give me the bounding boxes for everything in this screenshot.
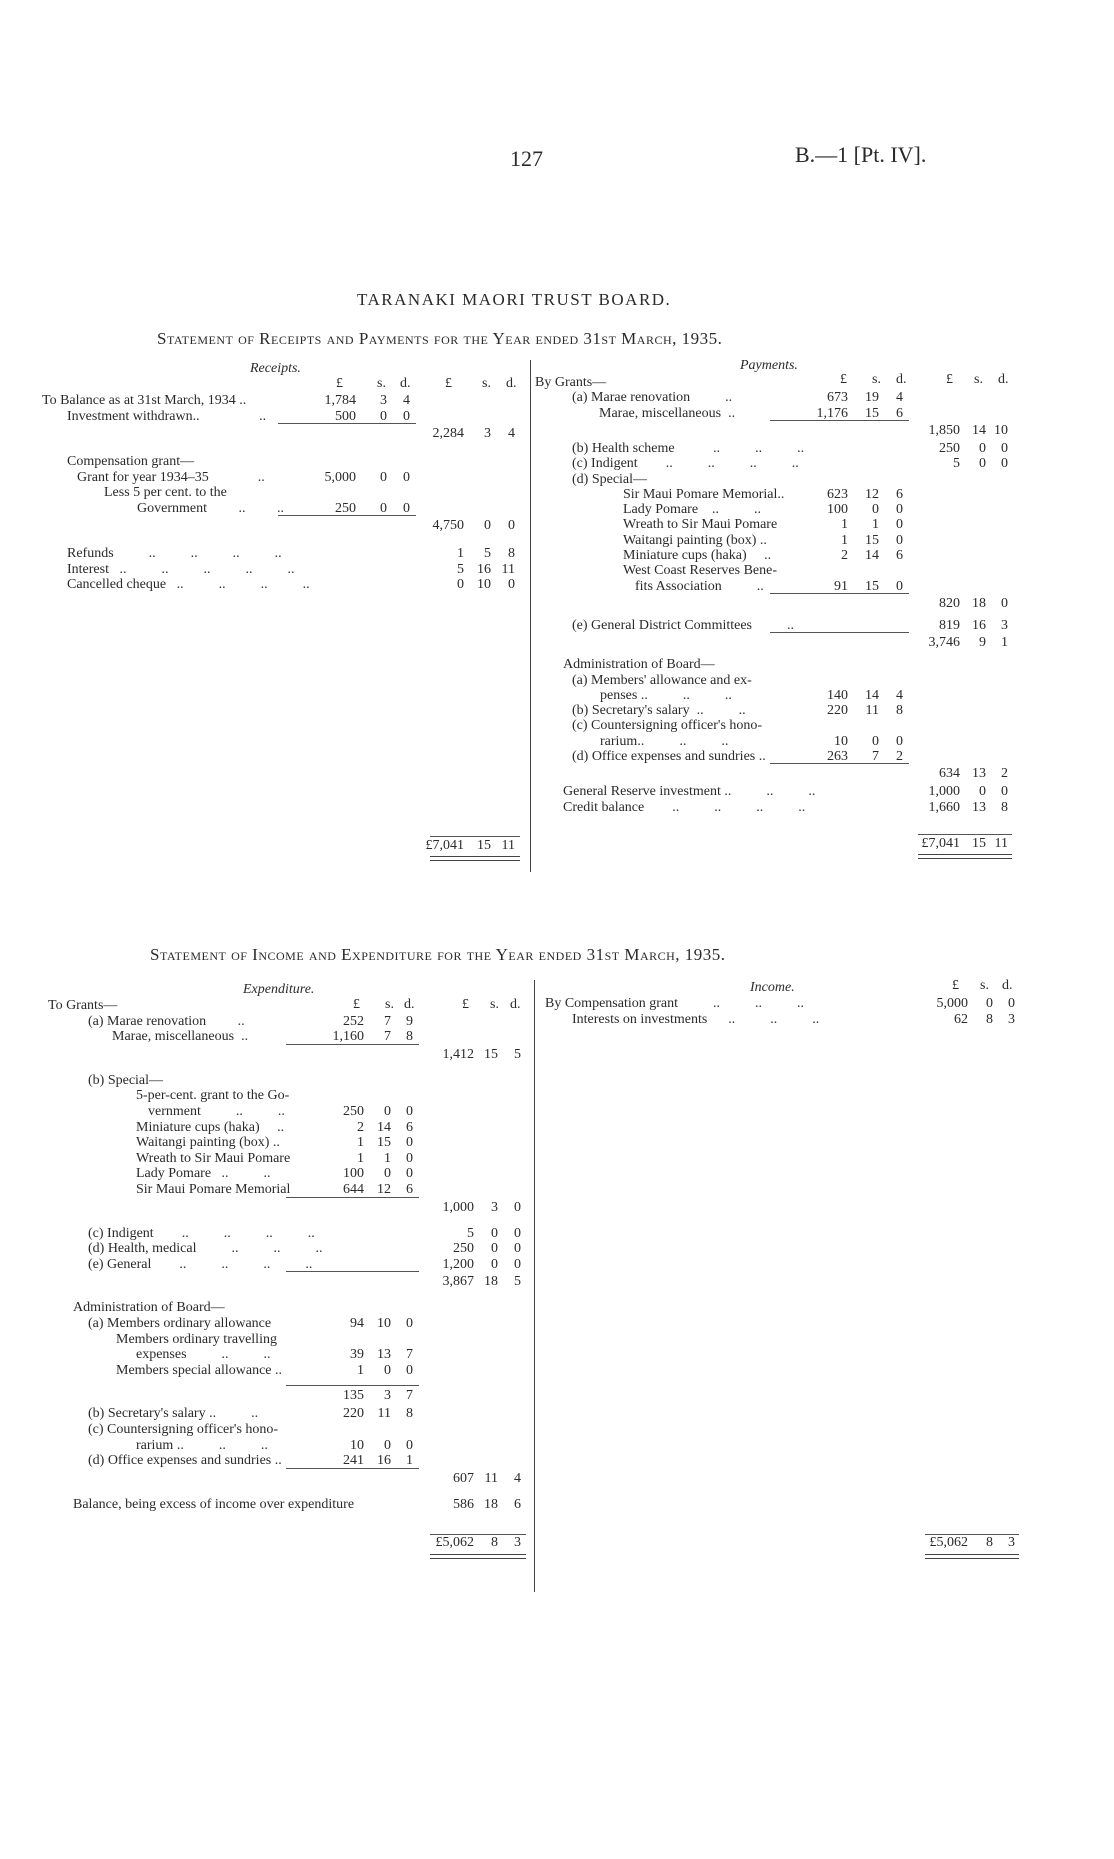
payments-inner-shilling-header: s. bbox=[872, 372, 881, 387]
expenditure-inner-amount-pence: 8 bbox=[406, 1406, 413, 1422]
receipts-label: Grant for year 1934–35 .. bbox=[77, 469, 265, 485]
payments-label: Marae, miscellaneous .. bbox=[599, 405, 736, 421]
expenditure-subtotal-rule bbox=[286, 1197, 419, 1198]
payments-outer-amount-pence: 0 bbox=[1001, 456, 1008, 472]
expenditure-inner-amount-pounds: 1 bbox=[357, 1135, 364, 1151]
expenditure-inner-amount-pence: 7 bbox=[406, 1347, 413, 1363]
receipts-subtotal-rule bbox=[278, 515, 416, 516]
receipts-outer-pence-header: d. bbox=[506, 376, 517, 391]
payments-outer-amount-pounds: 1,660 bbox=[928, 799, 960, 815]
payments-outer-amount-shillings: 16 bbox=[972, 617, 986, 633]
payments-heading: Payments. bbox=[740, 358, 798, 373]
payments-subtotal-rule bbox=[770, 632, 909, 633]
expenditure-inner-amount-pounds: 220 bbox=[343, 1406, 364, 1422]
expenditure-inner-amount-shillings: 12 bbox=[377, 1182, 391, 1197]
payments-inner-amount-pence: 6 bbox=[896, 548, 903, 563]
receipts-outer-amount-pence: 0 bbox=[508, 577, 515, 592]
expenditure-inner-amount-pounds: 100 bbox=[343, 1166, 364, 1182]
expenditure-total-amount-pounds: 607 bbox=[453, 1470, 474, 1486]
receipts-payments-divider bbox=[530, 360, 531, 872]
expenditure-inner-amount-pounds: 644 bbox=[343, 1182, 364, 1197]
expenditure-grand-total-pounds: £5,062 bbox=[435, 1535, 474, 1550]
expenditure-subtotal-amount-shillings: 3 bbox=[384, 1388, 391, 1404]
payments-outer-pound-header: £ bbox=[946, 372, 953, 387]
income-pence-header: d. bbox=[1002, 978, 1013, 993]
receipts-inner-amount-pence: 4 bbox=[403, 393, 410, 408]
payments-inner-amount-shillings: 15 bbox=[865, 578, 879, 594]
expenditure-outer-amount-shillings: 0 bbox=[491, 1241, 498, 1257]
payments-inner-amount-pence: 6 bbox=[896, 405, 903, 421]
expenditure-inner-shilling-header: s. bbox=[385, 997, 394, 1012]
receipts-total-rule bbox=[430, 836, 520, 837]
expenditure-inner-amount-shillings: 14 bbox=[377, 1119, 391, 1135]
receipts-label: Less 5 per cent. to the bbox=[104, 485, 227, 500]
receipts-total-amount-shillings: 3 bbox=[484, 426, 491, 441]
receipts-grand-total-pence: 11 bbox=[501, 838, 515, 853]
expenditure-heading: Expenditure. bbox=[243, 982, 315, 997]
expenditure-inner-amount-shillings: 13 bbox=[377, 1347, 391, 1363]
payments-total-amount-shillings: 18 bbox=[972, 595, 986, 611]
receipts-total-double-rule bbox=[430, 856, 520, 861]
receipts-inner-amount-pounds: 500 bbox=[335, 408, 356, 424]
payments-inner-amount-shillings: 15 bbox=[865, 405, 879, 421]
page-number: 127 bbox=[510, 146, 543, 171]
payments-inner-amount-pence: 6 bbox=[896, 486, 903, 502]
expenditure-label: (b) Special— bbox=[88, 1072, 164, 1088]
expenditure-outer-amount-pounds: 586 bbox=[453, 1496, 474, 1512]
payments-outer-pence-header: d. bbox=[998, 372, 1009, 387]
expenditure-outer-amount-pence: 0 bbox=[514, 1241, 521, 1257]
expenditure-inner-amount-pence: 0 bbox=[406, 1316, 413, 1331]
document-title: TARANAKI MAORI TRUST BOARD. bbox=[357, 290, 672, 309]
expenditure-inner-amount-shillings: 10 bbox=[377, 1316, 391, 1331]
payments-label: Administration of Board— bbox=[563, 657, 715, 673]
income-outer-amount-pence: 3 bbox=[1008, 1012, 1015, 1027]
expenditure-label: expenses .. .. bbox=[136, 1347, 271, 1363]
expenditure-label: (c) Indigent .. .. .. .. bbox=[88, 1225, 315, 1241]
payments-inner-amount-pounds: 91 bbox=[834, 578, 848, 594]
payments-total-amount-pounds: 1,850 bbox=[928, 422, 960, 438]
payments-inner-amount-shillings: 12 bbox=[865, 486, 879, 502]
payments-label: (b) Health scheme .. .. .. bbox=[572, 440, 805, 456]
expenditure-inner-pound-header: £ bbox=[353, 997, 360, 1012]
expenditure-inner-amount-shillings: 7 bbox=[384, 1013, 391, 1029]
expenditure-inner-amount-shillings: 15 bbox=[377, 1135, 391, 1151]
income-outer-amount-pounds: 5,000 bbox=[936, 996, 968, 1011]
expenditure-inner-amount-pence: 1 bbox=[406, 1453, 413, 1469]
payments-inner-pence-header: d. bbox=[896, 372, 907, 387]
payments-total-amount-pounds: 634 bbox=[939, 766, 960, 782]
receipts-heading: Receipts. bbox=[250, 361, 301, 376]
receipts-label: Refunds .. .. .. .. bbox=[67, 546, 282, 561]
receipts-outer-amount-shillings: 5 bbox=[484, 546, 491, 561]
receipts-outer-amount-pounds: 0 bbox=[457, 577, 464, 592]
receipts-grand-total-pounds: £7,041 bbox=[425, 838, 464, 853]
payments-total-amount-pence: 0 bbox=[1001, 595, 1008, 611]
receipts-inner-amount-shillings: 0 bbox=[380, 500, 387, 516]
payments-inner-amount-pounds: 263 bbox=[827, 749, 848, 764]
receipts-outer-amount-pounds: 5 bbox=[457, 561, 464, 577]
payments-inner-amount-pence: 0 bbox=[896, 733, 903, 749]
payments-inner-amount-pounds: 220 bbox=[827, 703, 848, 719]
payments-outer-amount-shillings: 0 bbox=[979, 440, 986, 456]
expenditure-total-amount-pence: 5 bbox=[514, 1274, 521, 1290]
expenditure-label: Miniature cups (haka) .. bbox=[136, 1119, 285, 1135]
expenditure-inner-amount-pence: 8 bbox=[406, 1029, 413, 1045]
expenditure-outer-amount-shillings: 0 bbox=[491, 1225, 498, 1241]
receipts-total-amount-pence: 4 bbox=[508, 426, 515, 441]
payments-outer-amount-pounds: 1,000 bbox=[928, 784, 960, 800]
expenditure-inner-amount-shillings: 1 bbox=[384, 1150, 391, 1166]
payments-label: Credit balance .. .. .. .. bbox=[563, 799, 806, 815]
payments-label: (e) General District Committees .. bbox=[572, 617, 794, 633]
receipts-payments-heading: Statement of Receipts and Payments for the Year ended 31st March, 1935. bbox=[157, 329, 723, 348]
payments-label: (a) Members' allowance and ex- bbox=[572, 672, 752, 688]
expenditure-label: vernment .. .. bbox=[148, 1104, 285, 1119]
expenditure-total-amount-shillings: 18 bbox=[484, 1274, 498, 1290]
receipts-outer-pound-header: £ bbox=[445, 376, 452, 391]
expenditure-inner-amount-shillings: 0 bbox=[384, 1166, 391, 1182]
payments-subtotal-rule bbox=[770, 420, 909, 421]
receipts-inner-pence-header: d. bbox=[400, 376, 411, 391]
payments-label: General Reserve investment .. .. .. bbox=[563, 784, 816, 800]
income-grand-total-pence: 3 bbox=[1008, 1535, 1015, 1550]
expenditure-subtotal-amount-pounds: 135 bbox=[343, 1388, 364, 1404]
payments-grand-total-pounds: £7,041 bbox=[921, 836, 960, 851]
receipts-inner-amount-pence: 0 bbox=[403, 408, 410, 424]
receipts-outer-amount-shillings: 16 bbox=[477, 561, 491, 577]
expenditure-total-amount-pounds: 3,867 bbox=[442, 1274, 474, 1290]
payments-inner-amount-pence: 2 bbox=[896, 749, 903, 764]
payments-label: (c) Countersigning officer's hono- bbox=[572, 718, 763, 734]
expenditure-outer-pound-header: £ bbox=[462, 997, 469, 1012]
receipts-outer-shilling-header: s. bbox=[482, 376, 491, 391]
payments-label: Sir Maui Pomare Memorial.. bbox=[623, 486, 785, 502]
income-label: By Compensation grant .. .. .. bbox=[545, 996, 804, 1011]
expenditure-inner-amount-pounds: 94 bbox=[350, 1316, 364, 1331]
payments-outer-amount-pounds: 819 bbox=[939, 617, 960, 633]
expenditure-label: Members special allowance .. bbox=[116, 1362, 282, 1378]
payments-outer-amount-shillings: 0 bbox=[979, 784, 986, 800]
payments-grand-total-pence: 11 bbox=[994, 836, 1008, 851]
expenditure-label: Administration of Board— bbox=[73, 1300, 225, 1316]
expenditure-outer-amount-pence: 6 bbox=[514, 1496, 521, 1512]
receipts-inner-amount-shillings: 0 bbox=[380, 408, 387, 424]
expenditure-inner-amount-pence: 0 bbox=[406, 1437, 413, 1453]
expenditure-total-amount-pence: 4 bbox=[514, 1470, 521, 1486]
payments-label: fits Association .. bbox=[635, 578, 764, 594]
expenditure-subtotal-rule bbox=[286, 1468, 419, 1469]
payments-label: penses .. .. .. bbox=[600, 687, 732, 703]
receipts-outer-amount-pence: 8 bbox=[508, 546, 515, 561]
income-outer-amount-shillings: 8 bbox=[986, 1012, 993, 1027]
payments-inner-amount-shillings: 11 bbox=[865, 703, 879, 719]
receipts-inner-pound-header: £ bbox=[336, 376, 343, 391]
payments-subtotal-rule bbox=[770, 593, 909, 594]
receipts-label: Investment withdrawn.. .. bbox=[67, 408, 267, 424]
receipts-grand-total-shillings: 15 bbox=[477, 838, 491, 853]
receipts-label: Cancelled cheque .. .. .. .. bbox=[67, 577, 310, 592]
document-reference: B.—1 [Pt. IV]. bbox=[795, 142, 927, 167]
expenditure-subtotal-rule bbox=[286, 1044, 419, 1045]
expenditure-subtotal-rule bbox=[286, 1271, 419, 1272]
expenditure-inner-amount-shillings: 7 bbox=[384, 1029, 391, 1045]
payments-inner-amount-pounds: 2 bbox=[841, 548, 848, 563]
payments-total-amount-shillings: 9 bbox=[979, 635, 986, 651]
expenditure-inner-amount-pence: 0 bbox=[406, 1104, 413, 1119]
receipts-inner-amount-shillings: 3 bbox=[380, 393, 387, 408]
expenditure-inner-amount-pence: 9 bbox=[406, 1013, 413, 1029]
expenditure-total-amount-shillings: 11 bbox=[484, 1470, 498, 1486]
expenditure-total-amount-shillings: 3 bbox=[491, 1199, 498, 1215]
expenditure-label: rarium .. .. .. bbox=[136, 1437, 268, 1453]
payments-inner-amount-pounds: 140 bbox=[827, 687, 848, 703]
expenditure-inner-amount-shillings: 16 bbox=[377, 1453, 391, 1469]
payments-label: (d) Special— bbox=[572, 471, 648, 487]
expenditure-subtotal-amount-pence: 7 bbox=[406, 1388, 413, 1404]
expenditure-label: (d) Office expenses and sundries .. bbox=[88, 1453, 282, 1469]
receipts-label: Interest .. .. .. .. .. bbox=[67, 561, 295, 577]
payments-grand-total-shillings: 15 bbox=[972, 836, 986, 851]
income-outer-amount-shillings: 0 bbox=[986, 996, 993, 1011]
expenditure-inner-amount-pence: 0 bbox=[406, 1135, 413, 1151]
receipts-inner-amount-shillings: 0 bbox=[380, 469, 387, 485]
expenditure-label: Waitangi painting (box) .. bbox=[136, 1135, 280, 1151]
payments-inner-amount-pounds: 100 bbox=[827, 502, 848, 518]
payments-label: (a) Marae renovation .. bbox=[572, 390, 733, 406]
expenditure-outer-amount-pounds: 1,200 bbox=[442, 1256, 474, 1272]
expenditure-inner-amount-pounds: 2 bbox=[357, 1119, 364, 1135]
payments-total-double-rule bbox=[918, 854, 1012, 859]
payments-total-rule bbox=[918, 834, 1012, 835]
expenditure-total-amount-shillings: 15 bbox=[484, 1046, 498, 1062]
payments-label: Wreath to Sir Maui Pomare bbox=[623, 517, 778, 533]
receipts-inner-amount-pounds: 250 bbox=[335, 500, 356, 516]
expenditure-total-amount-pounds: 1,000 bbox=[442, 1199, 474, 1215]
payments-label: Lady Pomare .. .. bbox=[623, 502, 762, 518]
income-grand-total-pounds: £5,062 bbox=[929, 1535, 968, 1550]
payments-total-amount-pounds: 820 bbox=[939, 595, 960, 611]
expenditure-label: Balance, being excess of income over expenditure bbox=[73, 1496, 355, 1512]
payments-inner-amount-shillings: 0 bbox=[872, 502, 879, 518]
payments-label: Miniature cups (haka) .. bbox=[623, 548, 772, 563]
payments-inner-amount-pence: 0 bbox=[896, 532, 903, 548]
expenditure-total-double-rule bbox=[430, 1554, 526, 1559]
payments-inner-amount-shillings: 14 bbox=[865, 548, 879, 563]
income-expenditure-divider bbox=[534, 980, 535, 1592]
expenditure-inner-amount-shillings: 0 bbox=[384, 1104, 391, 1119]
expenditure-inner-amount-pounds: 241 bbox=[343, 1453, 364, 1469]
expenditure-outer-amount-pence: 0 bbox=[514, 1225, 521, 1241]
payments-inner-amount-pence: 0 bbox=[896, 502, 903, 518]
receipts-outer-amount-shillings: 10 bbox=[477, 577, 491, 592]
payments-inner-amount-shillings: 19 bbox=[865, 390, 879, 406]
expenditure-subtotal-rule bbox=[286, 1385, 419, 1386]
expenditure-inner-amount-pounds: 39 bbox=[350, 1347, 364, 1363]
expenditure-outer-amount-pounds: 5 bbox=[467, 1225, 474, 1241]
expenditure-label: (b) Secretary's salary .. .. bbox=[88, 1406, 259, 1422]
payments-outer-amount-pence: 8 bbox=[1001, 799, 1008, 815]
receipts-inner-amount-pounds: 5,000 bbox=[324, 469, 356, 485]
expenditure-outer-amount-pence: 0 bbox=[514, 1256, 521, 1272]
payments-label: (b) Secretary's salary .. .. bbox=[572, 703, 746, 719]
payments-total-amount-pence: 1 bbox=[1001, 635, 1008, 651]
payments-total-amount-pounds: 3,746 bbox=[928, 635, 960, 651]
income-pound-header: £ bbox=[952, 978, 959, 993]
payments-outer-amount-pence: 0 bbox=[1001, 440, 1008, 456]
expenditure-inner-amount-pence: 0 bbox=[406, 1166, 413, 1182]
receipts-label: Government .. .. bbox=[137, 500, 284, 516]
payments-total-amount-pence: 10 bbox=[994, 422, 1008, 438]
income-label: Interests on investments .. .. .. bbox=[572, 1012, 820, 1027]
expenditure-label: 5-per-cent. grant to the Go- bbox=[136, 1088, 290, 1104]
expenditure-outer-amount-shillings: 0 bbox=[491, 1256, 498, 1272]
expenditure-inner-amount-pence: 6 bbox=[406, 1182, 413, 1197]
expenditure-inner-amount-pounds: 1,160 bbox=[332, 1029, 364, 1045]
expenditure-label: (a) Members ordinary allowance bbox=[88, 1316, 272, 1331]
expenditure-label: Members ordinary travelling bbox=[116, 1331, 277, 1347]
payments-inner-amount-pounds: 10 bbox=[834, 733, 848, 749]
payments-inner-amount-pence: 0 bbox=[896, 517, 903, 533]
expenditure-total-amount-pence: 5 bbox=[514, 1046, 521, 1062]
payments-inner-amount-shillings: 14 bbox=[865, 687, 879, 703]
payments-inner-amount-shillings: 1 bbox=[872, 517, 879, 533]
expenditure-grand-total-pence: 3 bbox=[514, 1535, 521, 1550]
receipts-inner-shilling-header: s. bbox=[377, 376, 386, 391]
receipts-total-amount-pounds: 2,284 bbox=[432, 426, 464, 441]
payments-label: rarium.. .. .. bbox=[600, 733, 729, 749]
receipts-subtotal-rule bbox=[278, 423, 416, 424]
expenditure-label: (e) General .. .. .. .. bbox=[88, 1256, 313, 1272]
receipts-inner-amount-pounds: 1,784 bbox=[324, 393, 356, 408]
expenditure-label: Lady Pomare .. .. bbox=[136, 1166, 271, 1182]
expenditure-inner-amount-pence: 0 bbox=[406, 1150, 413, 1166]
expenditure-inner-amount-pounds: 252 bbox=[343, 1013, 364, 1029]
expenditure-total-amount-pounds: 1,412 bbox=[442, 1046, 474, 1062]
payments-inner-amount-shillings: 7 bbox=[872, 749, 879, 764]
expenditure-inner-amount-pence: 0 bbox=[406, 1362, 413, 1378]
receipts-total-amount-pounds: 4,750 bbox=[432, 518, 464, 533]
expenditure-label: (c) Countersigning officer's hono- bbox=[88, 1422, 279, 1437]
expenditure-total-amount-pence: 0 bbox=[514, 1199, 521, 1215]
payments-outer-amount-pence: 0 bbox=[1001, 784, 1008, 800]
expenditure-inner-amount-pounds: 1 bbox=[357, 1150, 364, 1166]
income-outer-amount-pounds: 62 bbox=[954, 1012, 968, 1027]
payments-inner-amount-pounds: 673 bbox=[827, 390, 848, 406]
expenditure-label: Marae, miscellaneous .. bbox=[112, 1029, 249, 1045]
payments-inner-amount-pence: 8 bbox=[896, 703, 903, 719]
expenditure-inner-amount-pence: 6 bbox=[406, 1119, 413, 1135]
expenditure-inner-amount-pounds: 250 bbox=[343, 1104, 364, 1119]
receipts-total-amount-pence: 0 bbox=[508, 518, 515, 533]
receipts-label: To Balance as at 31st March, 1934 .. bbox=[42, 393, 247, 408]
expenditure-inner-pence-header: d. bbox=[404, 997, 415, 1012]
income-heading: Income. bbox=[750, 980, 795, 995]
payments-subtotal-rule bbox=[770, 763, 909, 764]
expenditure-inner-amount-shillings: 11 bbox=[377, 1406, 391, 1422]
payments-label: By Grants— bbox=[535, 375, 607, 390]
receipts-label: Compensation grant— bbox=[67, 454, 195, 469]
payments-total-amount-pence: 2 bbox=[1001, 766, 1008, 782]
expenditure-inner-amount-pounds: 10 bbox=[350, 1437, 364, 1453]
payments-inner-amount-pounds: 1 bbox=[841, 517, 848, 533]
expenditure-outer-amount-pounds: 250 bbox=[453, 1241, 474, 1257]
payments-inner-amount-pence: 4 bbox=[896, 390, 903, 406]
expenditure-grand-total-shillings: 8 bbox=[491, 1535, 498, 1550]
expenditure-label: (a) Marae renovation .. bbox=[88, 1013, 245, 1029]
expenditure-label: To Grants— bbox=[48, 998, 118, 1013]
receipts-outer-amount-pounds: 1 bbox=[457, 546, 464, 561]
payments-total-amount-shillings: 13 bbox=[972, 766, 986, 782]
payments-inner-amount-pence: 0 bbox=[896, 578, 903, 594]
income-outer-amount-pence: 0 bbox=[1008, 996, 1015, 1011]
expenditure-label: Wreath to Sir Maui Pomare bbox=[136, 1150, 291, 1166]
payments-outer-amount-shillings: 0 bbox=[979, 456, 986, 472]
income-total-double-rule bbox=[925, 1554, 1019, 1559]
payments-outer-amount-pence: 3 bbox=[1001, 617, 1008, 633]
expenditure-label: (d) Health, medical .. .. .. bbox=[88, 1241, 323, 1257]
receipts-outer-amount-pence: 11 bbox=[501, 561, 515, 577]
payments-outer-amount-pounds: 5 bbox=[953, 456, 960, 472]
receipts-inner-amount-pence: 0 bbox=[403, 500, 410, 516]
payments-outer-amount-shillings: 13 bbox=[972, 799, 986, 815]
payments-inner-amount-pence: 4 bbox=[896, 687, 903, 703]
receipts-total-amount-shillings: 0 bbox=[484, 518, 491, 533]
payments-outer-amount-pounds: 250 bbox=[939, 440, 960, 456]
expenditure-outer-amount-shillings: 18 bbox=[484, 1496, 498, 1512]
income-grand-total-shillings: 8 bbox=[986, 1535, 993, 1550]
payments-inner-amount-pounds: 1 bbox=[841, 532, 848, 548]
payments-inner-amount-shillings: 15 bbox=[865, 532, 879, 548]
payments-label: West Coast Reserves Bene- bbox=[623, 563, 777, 579]
payments-inner-amount-shillings: 0 bbox=[872, 733, 879, 749]
expenditure-outer-shilling-header: s. bbox=[490, 997, 499, 1012]
payments-label: Waitangi painting (box) .. bbox=[623, 532, 767, 548]
expenditure-inner-amount-shillings: 0 bbox=[384, 1362, 391, 1378]
payments-inner-amount-pounds: 1,176 bbox=[816, 405, 848, 421]
payments-outer-shilling-header: s. bbox=[974, 372, 983, 387]
payments-inner-amount-pounds: 623 bbox=[827, 486, 848, 502]
payments-label: (c) Indigent .. .. .. .. bbox=[572, 456, 799, 472]
payments-inner-pound-header: £ bbox=[840, 372, 847, 387]
income-expenditure-heading: Statement of Income and Expenditure for the Year ended 31st March, 1935. bbox=[150, 945, 726, 964]
receipts-inner-amount-pence: 0 bbox=[403, 469, 410, 485]
expenditure-outer-pence-header: d. bbox=[510, 997, 521, 1012]
expenditure-inner-amount-shillings: 0 bbox=[384, 1437, 391, 1453]
income-shilling-header: s. bbox=[980, 978, 989, 993]
expenditure-label: Sir Maui Pomare Memorial bbox=[136, 1182, 291, 1197]
payments-total-amount-shillings: 14 bbox=[972, 422, 986, 438]
expenditure-inner-amount-pounds: 1 bbox=[357, 1362, 364, 1378]
payments-label: (d) Office expenses and sundries .. bbox=[572, 749, 766, 764]
